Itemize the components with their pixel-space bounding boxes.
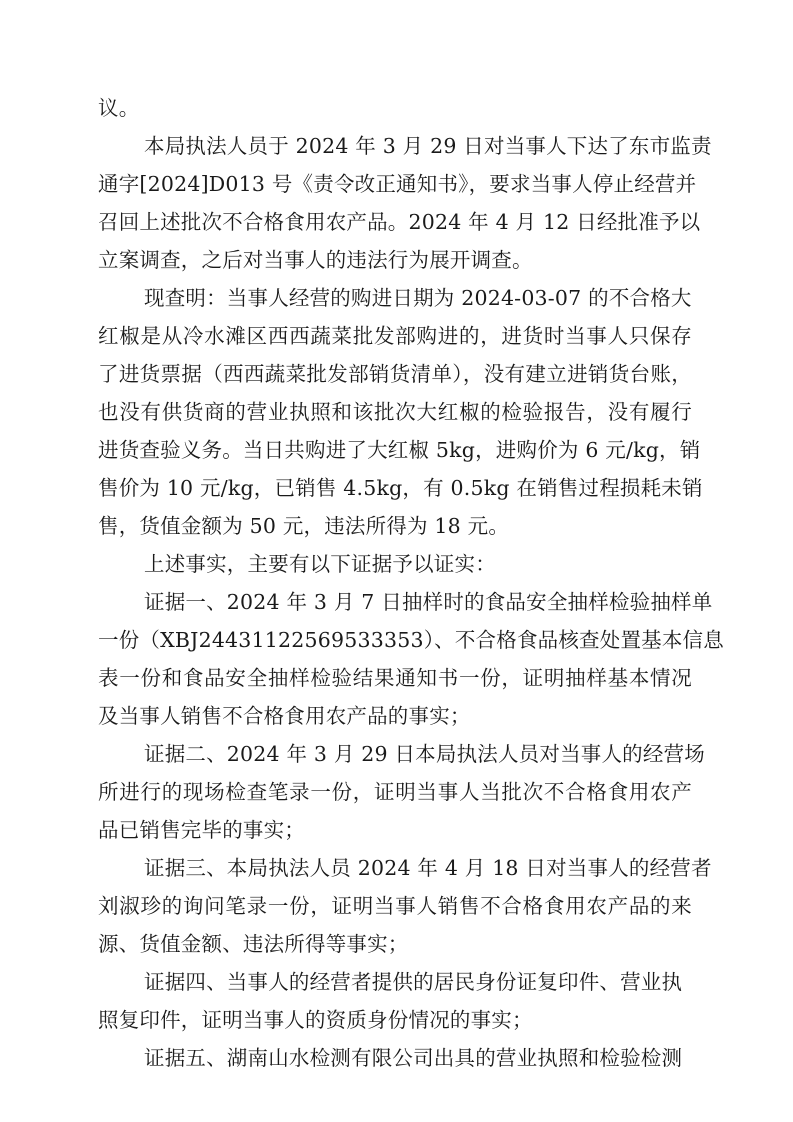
text-line: 证据三、本局执法人员 2024 年 4 月 18 日对当事人的经营者 [144,856,712,880]
text-line: 议。 [98,96,140,120]
text-line: 也没有供货商的营业执照和该批次大红椒的检验报告，没有履行 [98,400,692,424]
text-line: 品已销售完毕的事实； [98,818,305,842]
text-line: 召回上述批次不合格食用农产品。2024 年 4 月 12 日经批准予以 [98,210,701,234]
text-line: 了进货票据（西西蔬菜批发部销货清单），没有建立进销货台账， [98,362,692,386]
text-line: 证据一、2024 年 3 月 7 日抽样时的食品安全抽样检验抽样单 [144,590,713,614]
text-line: 红椒是从冷水滩区西西蔬菜批发部购进的，进货时当事人只保存 [98,324,692,348]
text-line: 表一份和食品安全抽样检验结果通知书一份，证明抽样基本情况 [98,666,692,690]
text-line: 证据四、当事人的经营者提供的居民身份证复印件、营业执 [144,970,683,994]
text-line: 照复印件，证明当事人的资质身份情况的事实； [98,1008,533,1032]
text-line: 现查明：当事人经营的购进日期为 2024-03-07 的不合格大 [144,286,692,310]
text-line: 进货查验义务。当日共购进了大红椒 5kg，进购价为 6 元/kg，销 [98,438,701,462]
text-line: 售价为 10 元/kg，已销售 4.5kg，有 0.5kg 在销售过程损耗未销 [98,476,703,500]
text-line: 通字[2024]D013 号《责令改正通知书》，要求当事人停止经营并 [98,172,697,196]
text-line: 本局执法人员于 2024 年 3 月 29 日对当事人下达了东市监责 [144,134,712,158]
text-line: 源、货值金额、违法所得等事实； [98,932,409,956]
text-line: 及当事人销售不合格食用农产品的事实； [98,704,471,728]
text-line: 刘淑珍的询问笔录一份，证明当事人销售不合格食用农产品的来 [98,894,692,918]
text-line: 上述事实，主要有以下证据予以证实： [144,552,496,576]
text-line: 证据五、湖南山水检测有限公司出具的营业执照和检验检测 [144,1046,683,1070]
text-line: 所进行的现场检查笔录一份，证明当事人当批次不合格食用农产 [98,780,692,804]
text-line: 一份（XBJ24431122569533353）、不合格食品核查处置基本信息 [98,628,724,652]
text-line: 售，货值金额为 50 元，违法所得为 18 元。 [98,514,510,538]
text-line: 立案调查，之后对当事人的违法行为展开调查。 [98,248,533,272]
text-line: 证据二、2024 年 3 月 29 日本局执法人员对当事人的经营场 [144,742,705,766]
